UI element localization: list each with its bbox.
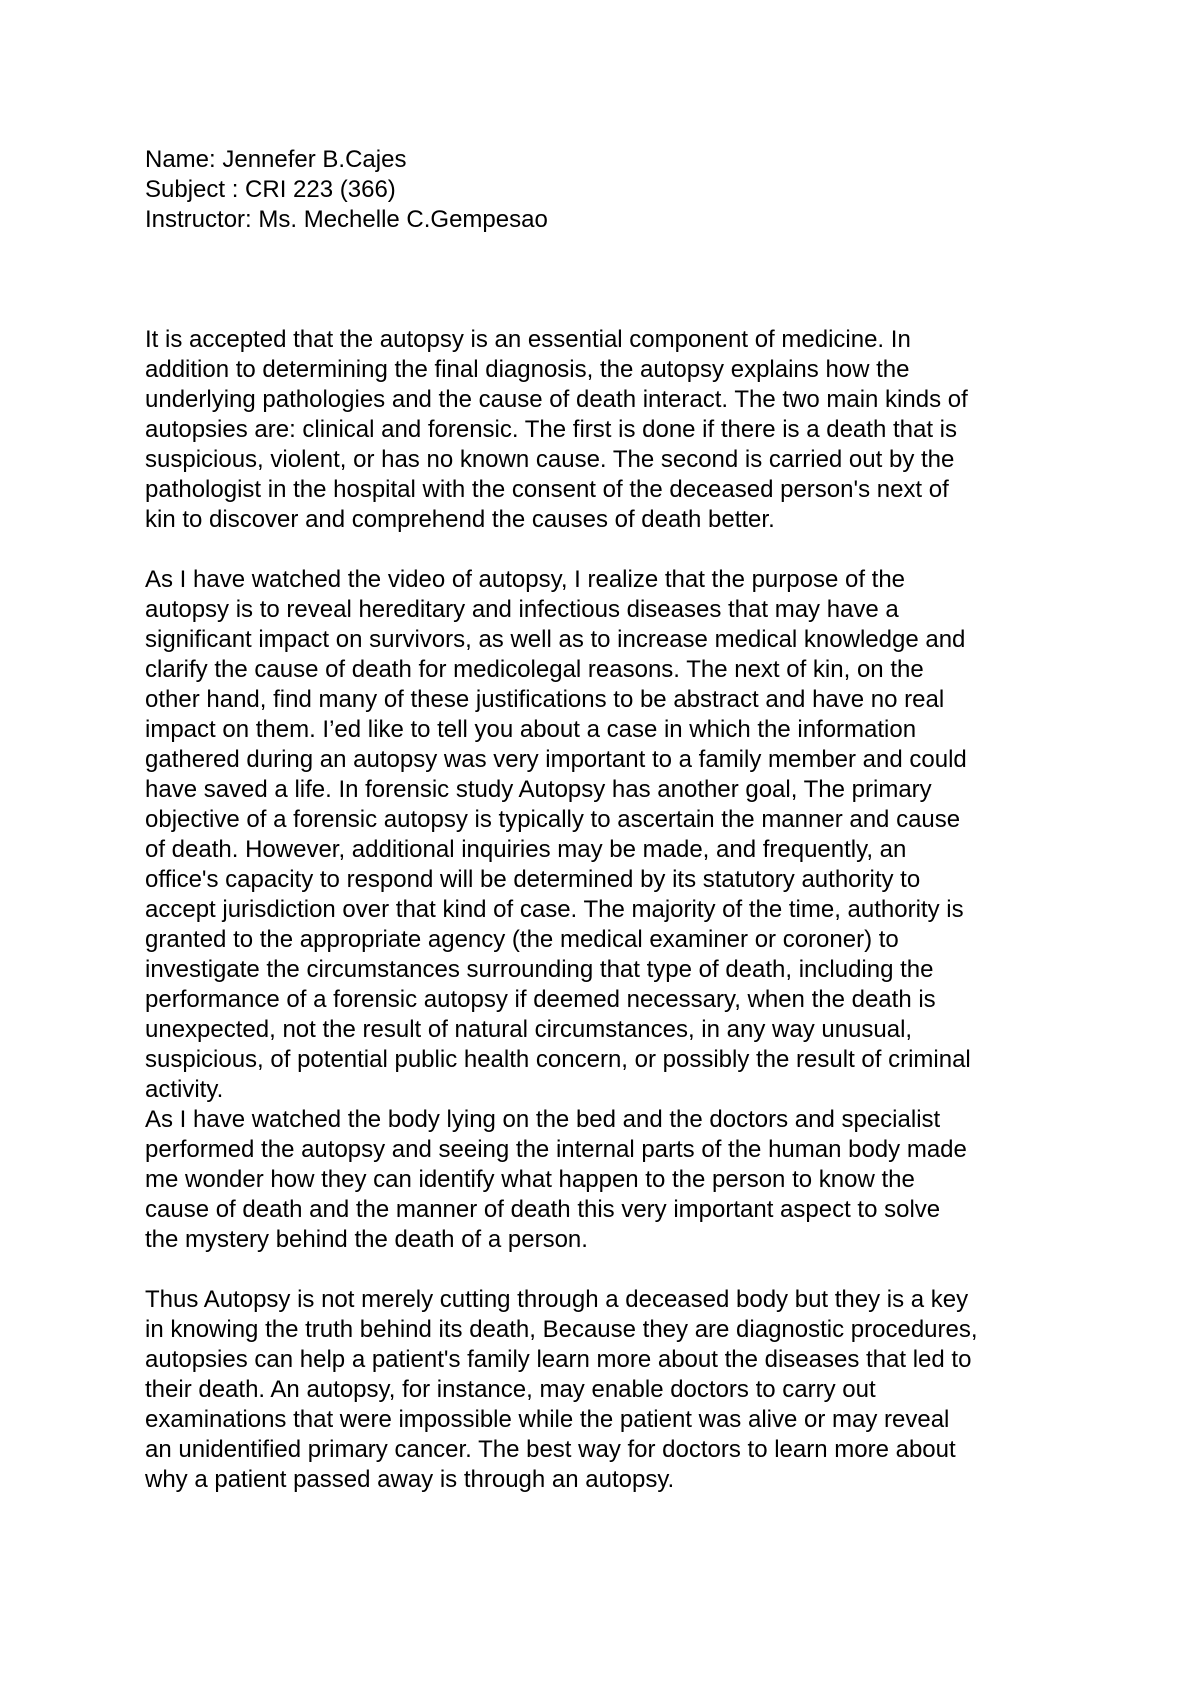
paragraph-spacer [145, 1255, 1075, 1285]
paragraph-line: Thus Autopsy is not merely cutting through a deceased body but they is a key [145, 1286, 969, 1313]
paragraph-line: pathologist in the hospital with the consent of the deceased person's next of [145, 476, 949, 503]
paragraph-line: their death. An autopsy, for instance, may enable doctors to carry out [145, 1376, 876, 1403]
paragraph-spacer [145, 535, 1075, 565]
paragraph-line: impact on them. I’ed like to tell you about a case in which the information [145, 716, 917, 743]
instructor-line: Instructor: Ms. Mechelle C.Gempesao [145, 206, 548, 233]
paragraph-line: suspicious, of potential public health concern, or possibly the result of criminal [145, 1046, 971, 1073]
paragraph-line: other hand, find many of these justifications to be abstract and have no real [145, 686, 945, 713]
paragraph-line: activity. [145, 1076, 224, 1103]
paragraph-line: in knowing the truth behind its death, Because they are diagnostic procedures, [145, 1316, 978, 1343]
paragraph-line: me wonder how they can identify what happen to the person to know the [145, 1166, 915, 1193]
paragraph-line: underlying pathologies and the cause of death interact. The two main kinds of [145, 386, 968, 413]
paragraph-line: granted to the appropriate agency (the medical examiner or coroner) to [145, 926, 899, 953]
document-header [145, 145, 1075, 235]
document-body [145, 145, 1075, 1495]
paragraph-line: As I have watched the body lying on the bed and the doctors and specialist [145, 1106, 941, 1133]
paragraph-line: the mystery behind the death of a person. [145, 1226, 588, 1253]
header-spacer [145, 235, 1075, 325]
paragraph-line: of death. However, additional inquiries may be made, and frequently, an [145, 836, 907, 863]
paragraph-line: objective of a forensic autopsy is typically to ascertain the manner and cause [145, 806, 961, 833]
paragraph-line: office's capacity to respond will be determined by its statutory authority to [145, 866, 921, 893]
paragraph-line: an unidentified primary cancer. The best way for doctors to learn more about [145, 1436, 956, 1463]
paragraph-line: cause of death and the manner of death this very important aspect to solve [145, 1196, 941, 1223]
paragraph-line: autopsies are: clinical and forensic. The first is done if there is a death that is [145, 416, 957, 443]
paragraph-line: accept jurisdiction over that kind of case. The majority of the time, authority is [145, 896, 964, 923]
student-name: Name: Jennefer B.Cajes [145, 146, 407, 173]
paragraph-line: autopsies can help a patient's family learn more about the diseases that led to [145, 1346, 972, 1373]
paragraph-observation [145, 1105, 1075, 1255]
paragraph-conclusion [145, 1285, 1075, 1495]
paragraph-line: suspicious, violent, or has no known cause. The second is carried out by the [145, 446, 955, 473]
paragraph-line: addition to determining the final diagnosis, the autopsy explains how the [145, 356, 910, 383]
paragraph-line: gathered during an autopsy was very important to a family member and could [145, 746, 967, 773]
paragraph-line: unexpected, not the result of natural circumstances, in any way unusual, [145, 1016, 913, 1043]
paragraph-line: autopsy is to reveal hereditary and infectious diseases that may have a [145, 596, 899, 623]
paragraph-intro [145, 325, 1075, 535]
paragraph-line: performed the autopsy and seeing the internal parts of the human body made [145, 1136, 967, 1163]
paragraph-line: examinations that were impossible while the patient was alive or may reveal [145, 1406, 950, 1433]
paragraph-line: significant impact on survivors, as well as to increase medical knowledge and [145, 626, 966, 653]
paragraph-line: clarify the cause of death for medicolegal reasons. The next of kin, on the [145, 656, 924, 683]
paragraph-line: have saved a life. In forensic study Autopsy has another goal, The primary [145, 776, 932, 803]
paragraph-purpose [145, 565, 1075, 1105]
paragraph-line: kin to discover and comprehend the causes of death better. [145, 506, 775, 533]
paragraph-line: performance of a forensic autopsy if deemed necessary, when the death is [145, 986, 936, 1013]
paragraph-line: why a patient passed away is through an autopsy. [145, 1466, 675, 1493]
paragraph-line: investigate the circumstances surrounding that type of death, including the [145, 956, 934, 983]
subject-line: Subject : CRI 223 (366) [145, 176, 396, 203]
paragraph-line: As I have watched the video of autopsy, I realize that the purpose of the [145, 566, 906, 593]
paragraph-line: It is accepted that the autopsy is an essential component of medicine. In [145, 326, 911, 353]
